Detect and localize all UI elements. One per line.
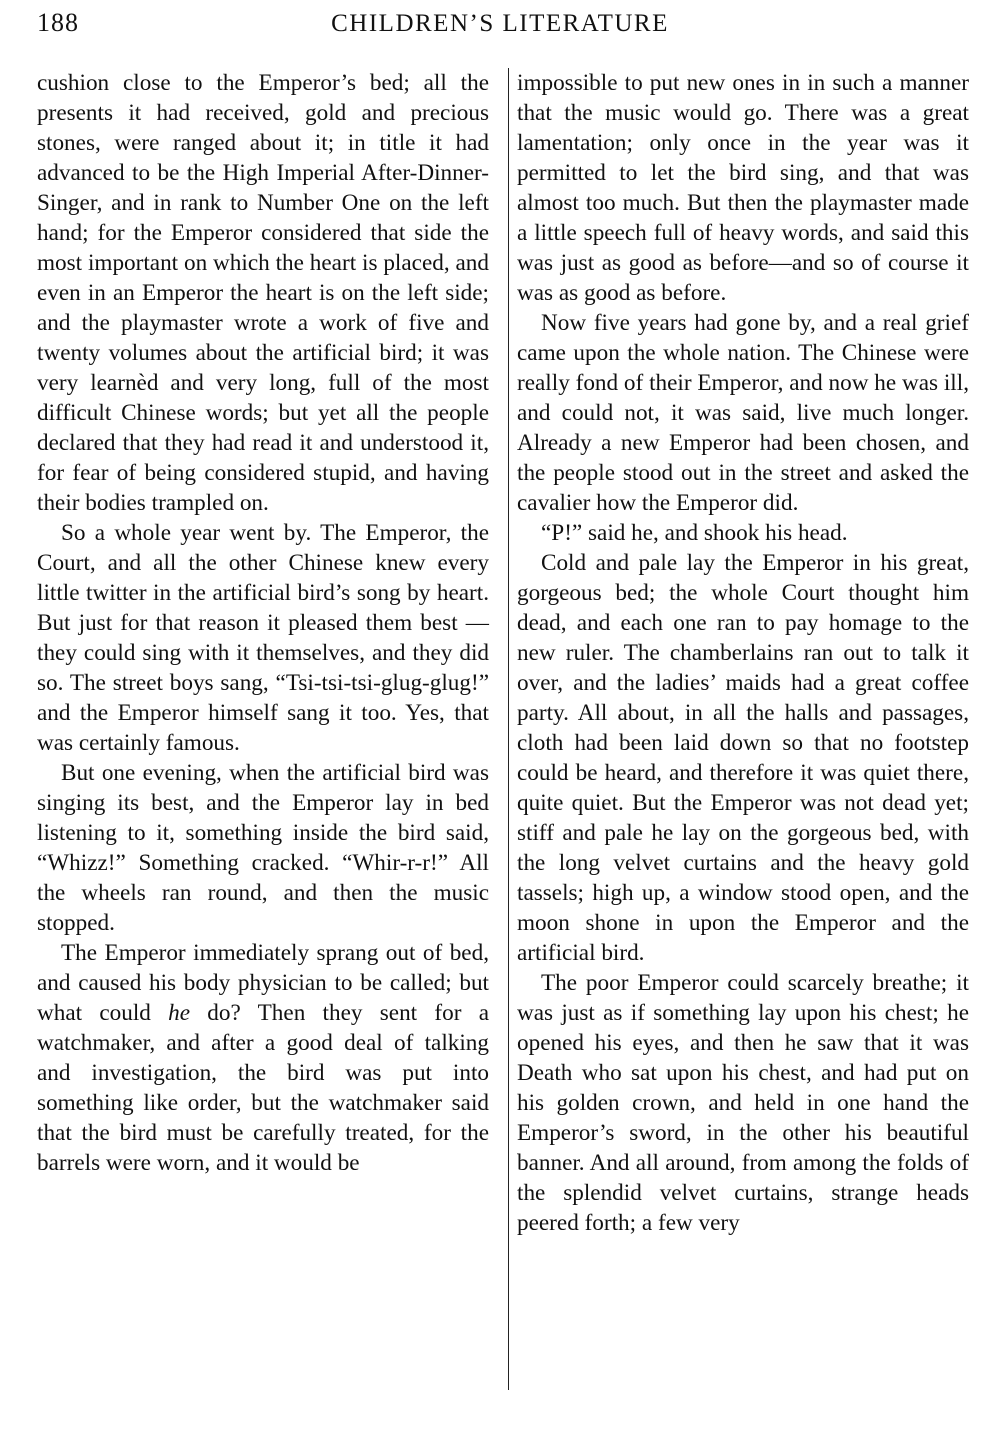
text-run: do? Then they sent for a watchmaker, and after a good deal of talking and investigation, the bird was put into something like order, but the watchmaker said that the bird must be carefully treated, for the barrels were worn, and it would be <box>37 1000 489 1176</box>
page-number: 188 <box>37 8 79 37</box>
paragraph: “P!” said he, and shook his head. <box>541 520 848 546</box>
paragraph <box>37 938 489 1178</box>
paragraph: But one evening, when the artificial bird was singing its best, and the Emperor lay in bed listening to it, something inside the bird said, “Whizz!” Something cracked. “Whir-r-r!” All the wheels ran round, and then the music stopped. <box>37 760 489 936</box>
running-title: CHILDREN’S LITERATURE <box>331 10 669 37</box>
paragraph-continued: impossible to put new ones in in such a manner that the music would go. There was a great lamentation; only once in the year was it permitted to let the bird sing, and that was almost too much. But then the playmaster made a little speech full of heavy words, and said this was just as good as before—and so of course it was as good as before. <box>517 70 969 306</box>
paragraph: Cold and pale lay the Emperor in his great, gorgeous bed; the whole Court thought him dead, and each one ran to pay homage to the new ruler. The chamberlains ran out to talk it over, and the ladies’ maids had a great coffee party. All about, in all the halls and passages, cloth had been laid down so that no footstep could be heard, and therefore it was quiet there, quite quiet. But the Emperor was not dead yet; stiff and pale he lay on the gorgeous bed, with the long velvet curtains and the heavy gold tassels; high up, a window stood open, and the moon shone in upon the Emperor and the artificial bird. <box>517 550 969 966</box>
paragraph-continued: cushion close to the Emperor’s bed; all the presents it had received, gold and precious stones, were ranged about it; in title it had advanced to be the High Imperial After-Dinner-Singer, and in rank to Number One on the left hand; for the Emperor considered that side the most important on which the heart is placed, and even in an Emperor the heart is on the left side; and the playmaster wrote a work of five and twenty volumes about the artificial bird; it was very learnèd and very long, full of the most difficult Chinese words; but yet all the people declared that they had read it and understood it, for fear of being considered stupid, and having their bodies trampled on. <box>37 70 489 516</box>
text-run: The Emperor immediately sprang out of bed, and caused his body physician to be called; but what could <box>37 940 489 1026</box>
italic-word: he <box>168 1000 191 1026</box>
paragraph: Now five years had gone by, and a real grief came upon the whole nation. The Chinese were really fond of their Emperor, and now he was ill, and could not, it was said, live much longer. Already a new Emperor had been chosen, and the people stood out in the street and asked the cavalier how the Emperor did. <box>517 310 969 516</box>
column-divider <box>508 68 509 1390</box>
paragraph: So a whole year went by. The Emperor, the Court, and all the other Chinese knew every little twitter in the artificial bird’s song by heart. But just for that reason it pleased them best — they could sing with it themselves, and they did so. The street boys sang, “Tsi-tsi-tsi-glug-glug!” and the Emperor himself sang it too. Yes, that was certainly famous. <box>37 520 489 756</box>
left-column <box>37 68 489 1178</box>
right-column <box>517 68 969 1238</box>
paragraph: The poor Emperor could scarcely breathe; it was just as if something lay upon his chest; he opened his eyes, and then he saw that it was Death who sat upon his chest, and had put on his golden crown, and held in one hand the Emperor’s sword, in the other his beautiful banner. And all around, from among the folds of the splendid velvet curtains, strange heads peered forth; a few very <box>517 970 969 1236</box>
